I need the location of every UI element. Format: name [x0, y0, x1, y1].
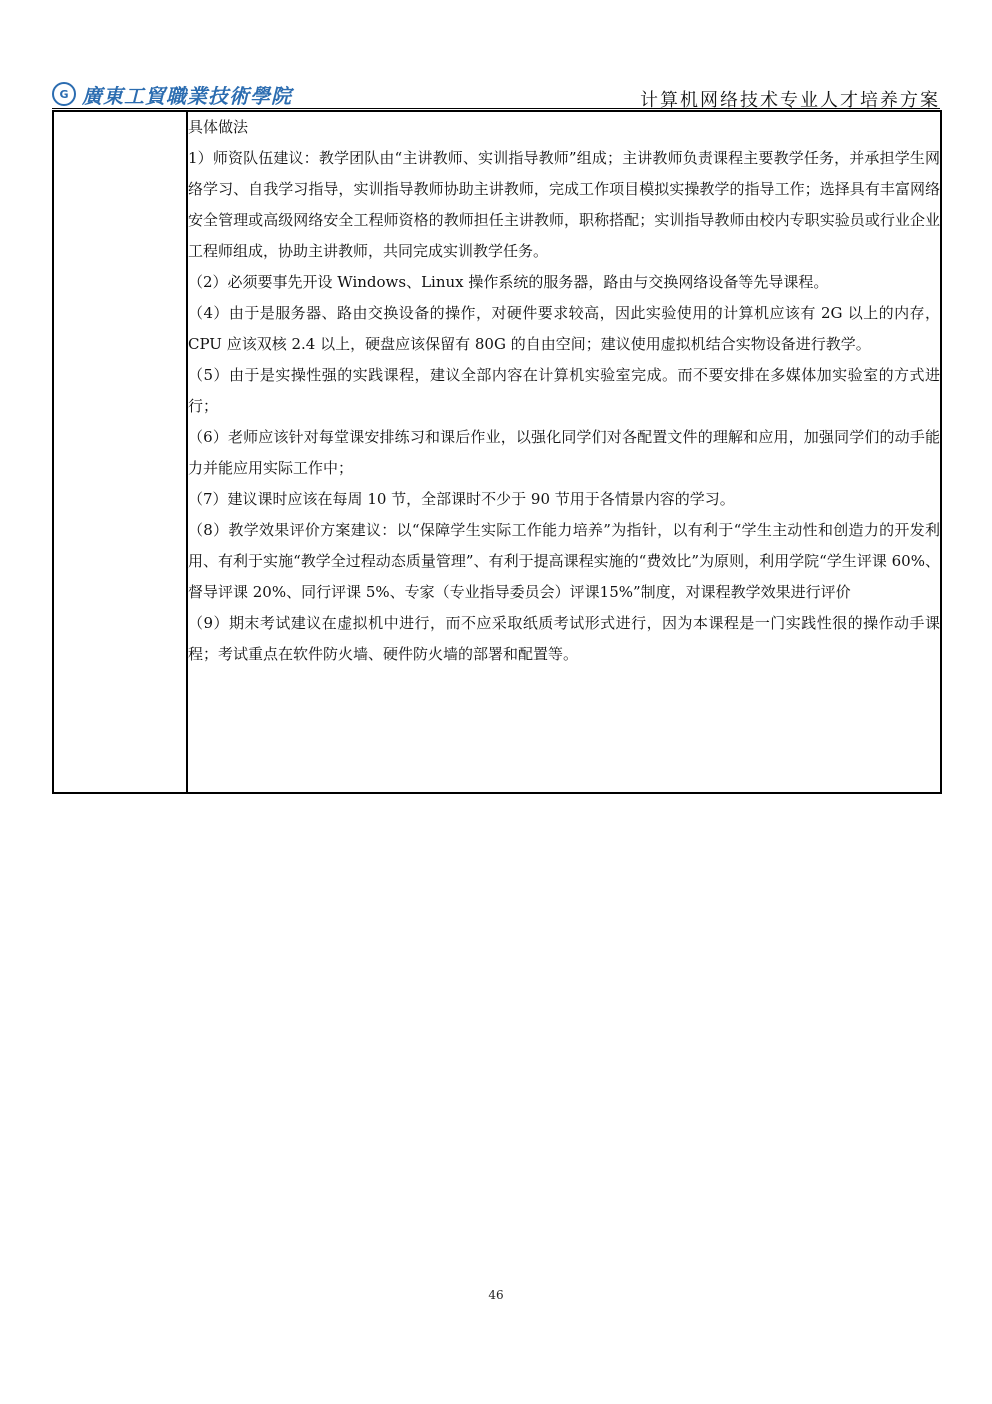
paragraph: （5）由于是实操性强的实践课程，建议全部内容在计算机实验室完成。而不要安排在多媒体加实验室的方式进行； [188, 366, 940, 415]
school-name: 廣東工貿職業技術學院 [82, 83, 292, 108]
page-number: 46 [488, 1288, 504, 1302]
paragraph: （4）由于是服务器、路由交换设备的操作，对硬件要求较高，因此实验使用的计算机应该有 2G 以上的内存，CPU 应该双核 2.4 以上，硬盘应该保留有 80G 的自由空间；建议使用虚拟机结合实物设备进行教学。 [188, 304, 940, 353]
paragraph: （9）期末考试建议在虚拟机中进行，而不应采取纸质考试形式进行，因为本课程是一门实践性很的操作动手课程；考试重点在软件防火墙、硬件防火墙的部署和配置等。 [188, 614, 940, 663]
school-emblem-icon: G [52, 82, 76, 106]
paragraph: （2）必须要事先开设 Windows、Linux 操作系统的服务器，路由与交换网络设备等先导课程。 [188, 273, 829, 291]
table-row [53, 111, 941, 793]
paragraph-heading: 具体做法 [188, 118, 249, 136]
content-table [52, 110, 942, 794]
table-right-cell [187, 111, 941, 793]
table-left-cell [53, 111, 187, 793]
header-divider [52, 108, 940, 109]
school-logo [52, 76, 292, 112]
paragraph: （6）老师应该针对每堂课安排练习和课后作业，以强化同学们对各配置文件的理解和应用，加强同学们的动手能力并能应用实际工作中； [188, 428, 940, 477]
paragraph: （7）建议课时应该在每周 10 节，全部课时不少于 90 节用于各情景内容的学习。 [188, 490, 735, 508]
paragraph: （8）教学效果评价方案建议：以“保障学生实际工作能力培养”为指针，以有利于“学生主动性和创造力的开发利用、有利于实施“教学全过程动态质量管理”、有利于提高课程实施的“费效比”为原则，利用学院“学生评课 60%、督导评课 20%、同行评课 5%、专家（专业指导委员会）评课15%”制度，对课程教学效果进行评价 [188, 521, 940, 601]
paragraph: 1）师资队伍建议：教学团队由“主讲教师、实训指导教师”组成；主讲教师负责课程主要教学任务，并承担学生网络学习、自我学习指导，实训指导教师协助主讲教师，完成工作项目模拟实操教学的指导工作；选择具有丰富网络安全管理或高级网络安全工程师资格的教师担任主讲教师，职称搭配；实训指导教师由校内专职实验员或行业企业工程师组成，协助主讲教师，共同完成实训教学任务。 [188, 149, 940, 260]
document-title: 计算机网络技术专业人才培养方案 [640, 90, 940, 111]
